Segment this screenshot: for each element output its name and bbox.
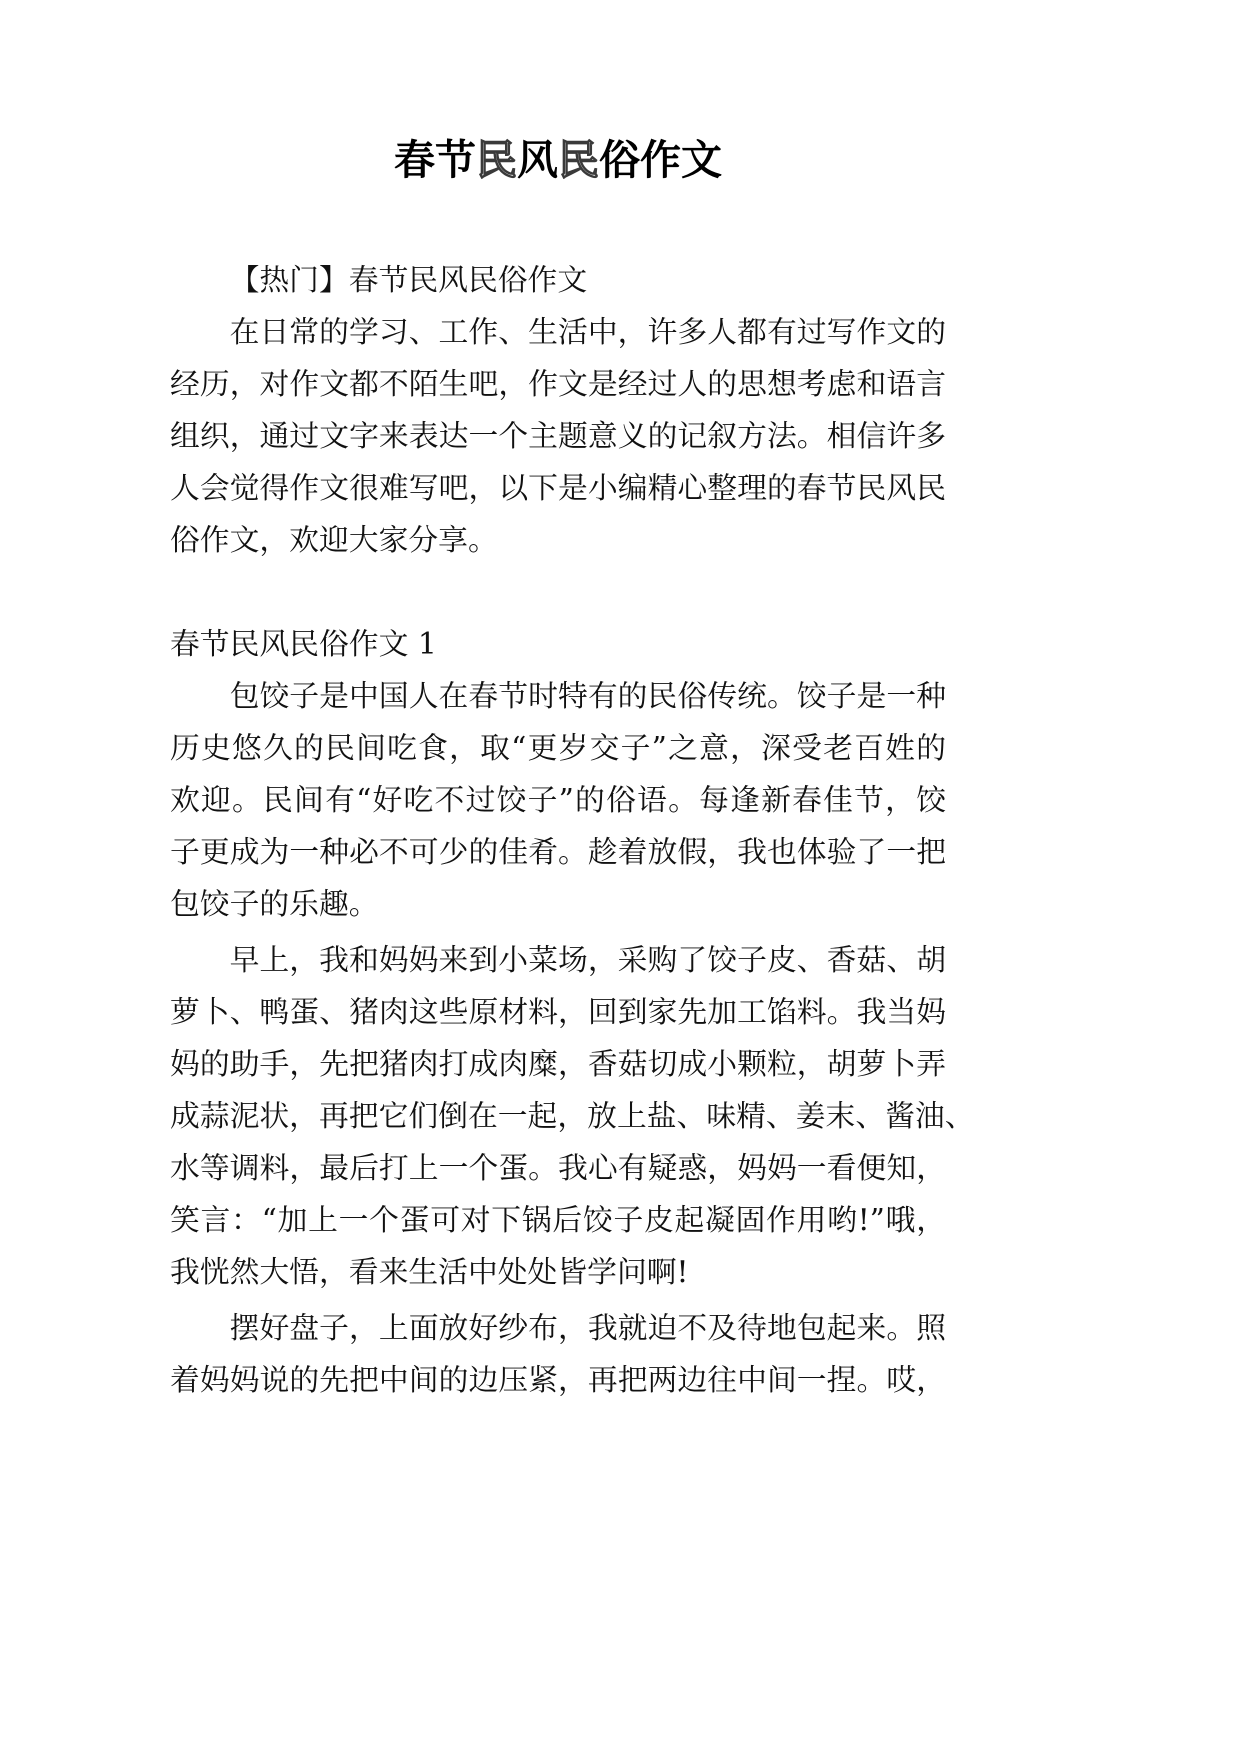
paragraph-line: 子更成为一种必不可少的佳肴。趁着放假，我也体验了一把 — [170, 835, 946, 870]
title-segment-outlined: 民 — [476, 136, 517, 184]
paragraph-line: 历史悠久的民间吃食，取“更岁交子”之意，深受老百姓的 — [170, 731, 946, 766]
paragraph-line: 包饺子是中国人在春节时特有的民俗传统。饺子是一种 — [229, 679, 946, 714]
paragraph-line: 萝卜、鸭蛋、猪肉这些原材料，回到家先加工馅料。我当妈 — [170, 995, 946, 1030]
document-title — [170, 130, 946, 190]
essay-paragraph — [170, 671, 946, 931]
essay-heading: 春节民风民俗作文 1 — [170, 627, 437, 662]
paragraph-line: 在日常的学习、工作、生活中，许多人都有过写作文的 — [229, 315, 946, 350]
paragraph-line: 包饺子的乐趣。 — [170, 887, 379, 922]
paragraph-line: 笑言：“加上一个蛋可对下锅后饺子皮起凝固作用哟!”哦， — [170, 1203, 946, 1238]
paragraph-line: 经历，对作文都不陌生吧，作文是经过人的思想考虑和语言 — [170, 367, 946, 402]
paragraph-line: 我恍然大悟，看来生活中处处皆学问啊! — [170, 1255, 689, 1290]
document-body — [170, 255, 975, 1407]
paragraph-line: 着妈妈说的先把中间的边压紧，再把两边往中间一捏。哎， — [170, 1363, 946, 1398]
paragraph-line: 摆好盘子，上面放好纱布，我就迫不及待地包起来。照 — [229, 1311, 946, 1346]
paragraph-line: 成蒜泥状，再把它们倒在一起，放上盐、味精、姜末、酱油、 — [170, 1099, 975, 1134]
intro-tag-line: 【热门】春节民风民俗作文 — [229, 263, 588, 298]
title-segment: 春节 — [394, 136, 476, 184]
intro-paragraph — [170, 307, 946, 567]
essay-paragraph — [170, 1303, 946, 1407]
title-segment: 风 — [517, 136, 558, 184]
paragraph-line: 组织，通过文字来表达一个主题意义的记叙方法。相信许多 — [170, 419, 946, 454]
paragraph-line: 欢迎。民间有“好吃不过饺子”的俗语。每逢新春佳节，饺 — [170, 783, 946, 818]
title-segment: 俗作文 — [599, 136, 722, 184]
title-segment-outlined: 民 — [558, 136, 599, 184]
paragraph-line: 妈的助手，先把猪肉打成肉糜，香菇切成小颗粒，胡萝卜弄 — [170, 1047, 946, 1082]
paragraph-line: 早上，我和妈妈来到小菜场，采购了饺子皮、香菇、胡 — [229, 943, 946, 978]
paragraph-line: 俗作文，欢迎大家分享。 — [170, 523, 498, 558]
essay-paragraph — [170, 935, 975, 1299]
paragraph-line: 人会觉得作文很难写吧，以下是小编精心整理的春节民风民 — [170, 471, 946, 506]
paragraph-line: 水等调料，最后打上一个蛋。我心有疑惑，妈妈一看便知， — [170, 1151, 946, 1186]
